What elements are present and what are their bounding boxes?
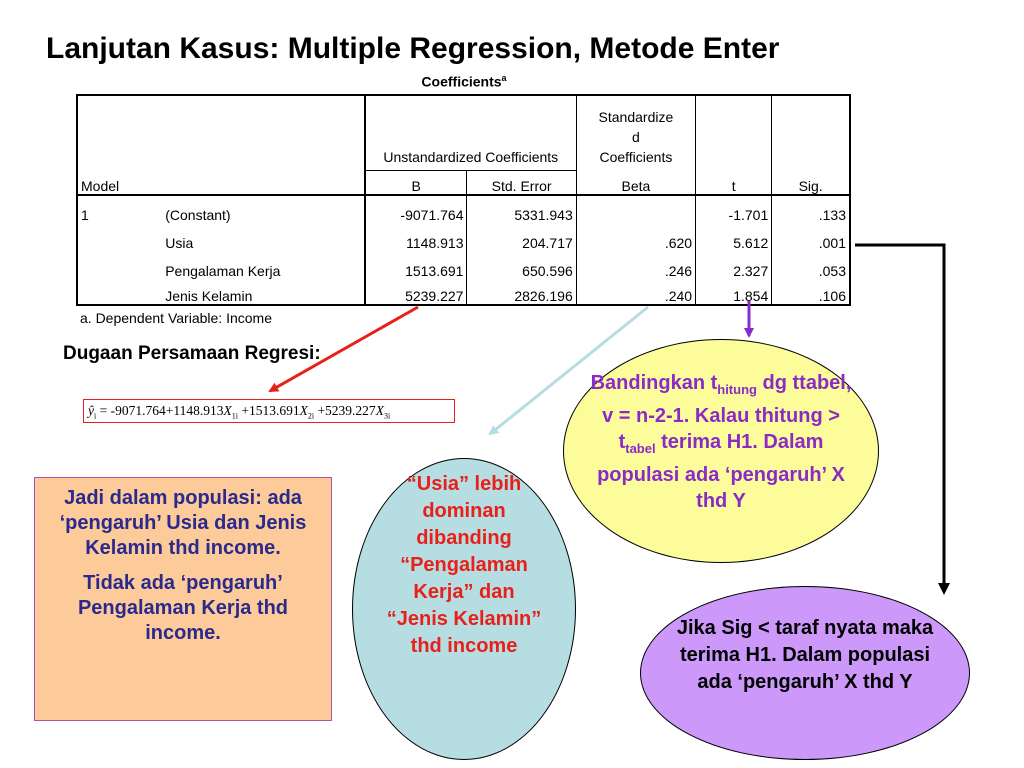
row-t: 1.854	[696, 279, 772, 305]
row-sig: .053	[818, 263, 846, 279]
row-name: (Constant)	[162, 195, 365, 223]
row-std-error: 2826.196	[467, 279, 576, 305]
row-beta: .246	[576, 251, 695, 279]
table-caption-footnote-mark: a	[501, 73, 507, 83]
dominance-note: “Usia” lebih dominan dibanding “Pengalaman Kerja” dan “Jenis Kelamin” thd income	[352, 458, 576, 760]
header-standardized-line2: d	[632, 129, 640, 145]
formula-term-3: +5239.227	[314, 403, 376, 418]
conclusion-para-2: Tidak ada ‘pengaruh’ Pengalaman Kerja thd income.	[77, 572, 289, 644]
t-test-part-2: dg ttabel, v = n-2-1. Kalau thitung > t	[602, 372, 852, 453]
row-t: 5.612	[696, 223, 772, 251]
row-b: 1513.691	[365, 251, 467, 279]
row-std-error: 650.596	[467, 251, 576, 279]
row-beta: .240	[576, 279, 695, 305]
row-name: Jenis Kelamin	[162, 279, 365, 305]
formula-term-2: +1513.691	[237, 403, 300, 418]
row-sig: .106	[818, 288, 846, 304]
slide-title: Lanjutan Kasus: Multiple Regression, Metode Enter	[46, 32, 780, 65]
header-std-error: Std. Error	[467, 170, 576, 195]
row-b: -9071.764	[365, 195, 467, 223]
formula-yhat: ŷ	[88, 403, 94, 418]
arrow-red	[270, 307, 418, 391]
header-sig: Sig.	[772, 170, 850, 195]
header-beta: Beta	[576, 170, 695, 195]
row-b: 5239.227	[365, 279, 467, 305]
header-b: B	[365, 170, 467, 195]
formula-x1-sub: 1i	[231, 411, 238, 421]
model-number: 1	[81, 207, 89, 223]
formula-term-1: = -9071.764+1148.913	[96, 403, 224, 418]
row-sig: .133	[818, 207, 846, 223]
header-model: Model	[77, 170, 365, 195]
conclusion-para-1: Jadi dalam populasi: ada ‘pengaruh’ Usia dan Jenis Kelamin thd income.	[59, 487, 307, 559]
formula-x3: X	[375, 403, 384, 418]
row-t: -1.701	[696, 195, 772, 223]
formula-x3-sub: 3i	[383, 411, 391, 421]
row-b: 1148.913	[365, 223, 467, 251]
row-sig: .001	[818, 235, 846, 251]
header-standardized-line3: Coefficients	[599, 149, 673, 165]
table-caption-text: Coefficients	[421, 73, 502, 90]
row-name: Usia	[162, 223, 365, 251]
formula-x2: X	[299, 403, 308, 418]
row-std-error: 204.717	[467, 223, 576, 251]
row-std-error: 5331.943	[467, 195, 576, 223]
conclusion-box	[34, 477, 332, 721]
formula-yhat-sub: i	[94, 411, 97, 421]
formula-x1: X	[223, 403, 232, 418]
sig-test-note: Jika Sig < taraf nyata maka terima H1. Dalam populasi ada ‘pengaruh’ X thd Y	[640, 586, 970, 760]
t-test-part-3: terima H1. Dalam populasi ada ‘pengaruh’ X thd Y	[597, 431, 845, 512]
row-beta: .620	[576, 223, 695, 251]
t-test-sub-2: tabel	[625, 441, 656, 456]
t-test-sub-1: hitung	[717, 382, 757, 397]
header-t: t	[696, 170, 772, 195]
row-t: 2.327	[696, 251, 772, 279]
table-footnote: a. Dependent Variable: Income	[80, 310, 272, 326]
formula-x2-sub: 2i	[307, 411, 315, 421]
t-test-note	[563, 339, 879, 563]
header-unstandardized: Unstandardized Coefficients	[365, 95, 577, 170]
header-standardized-line1: Standardize	[598, 109, 674, 125]
regression-equation-label: Dugaan Persamaan Regresi:	[63, 343, 321, 364]
row-name: Pengalaman Kerja	[162, 251, 365, 279]
t-test-part-1: Bandingkan t	[590, 372, 718, 394]
